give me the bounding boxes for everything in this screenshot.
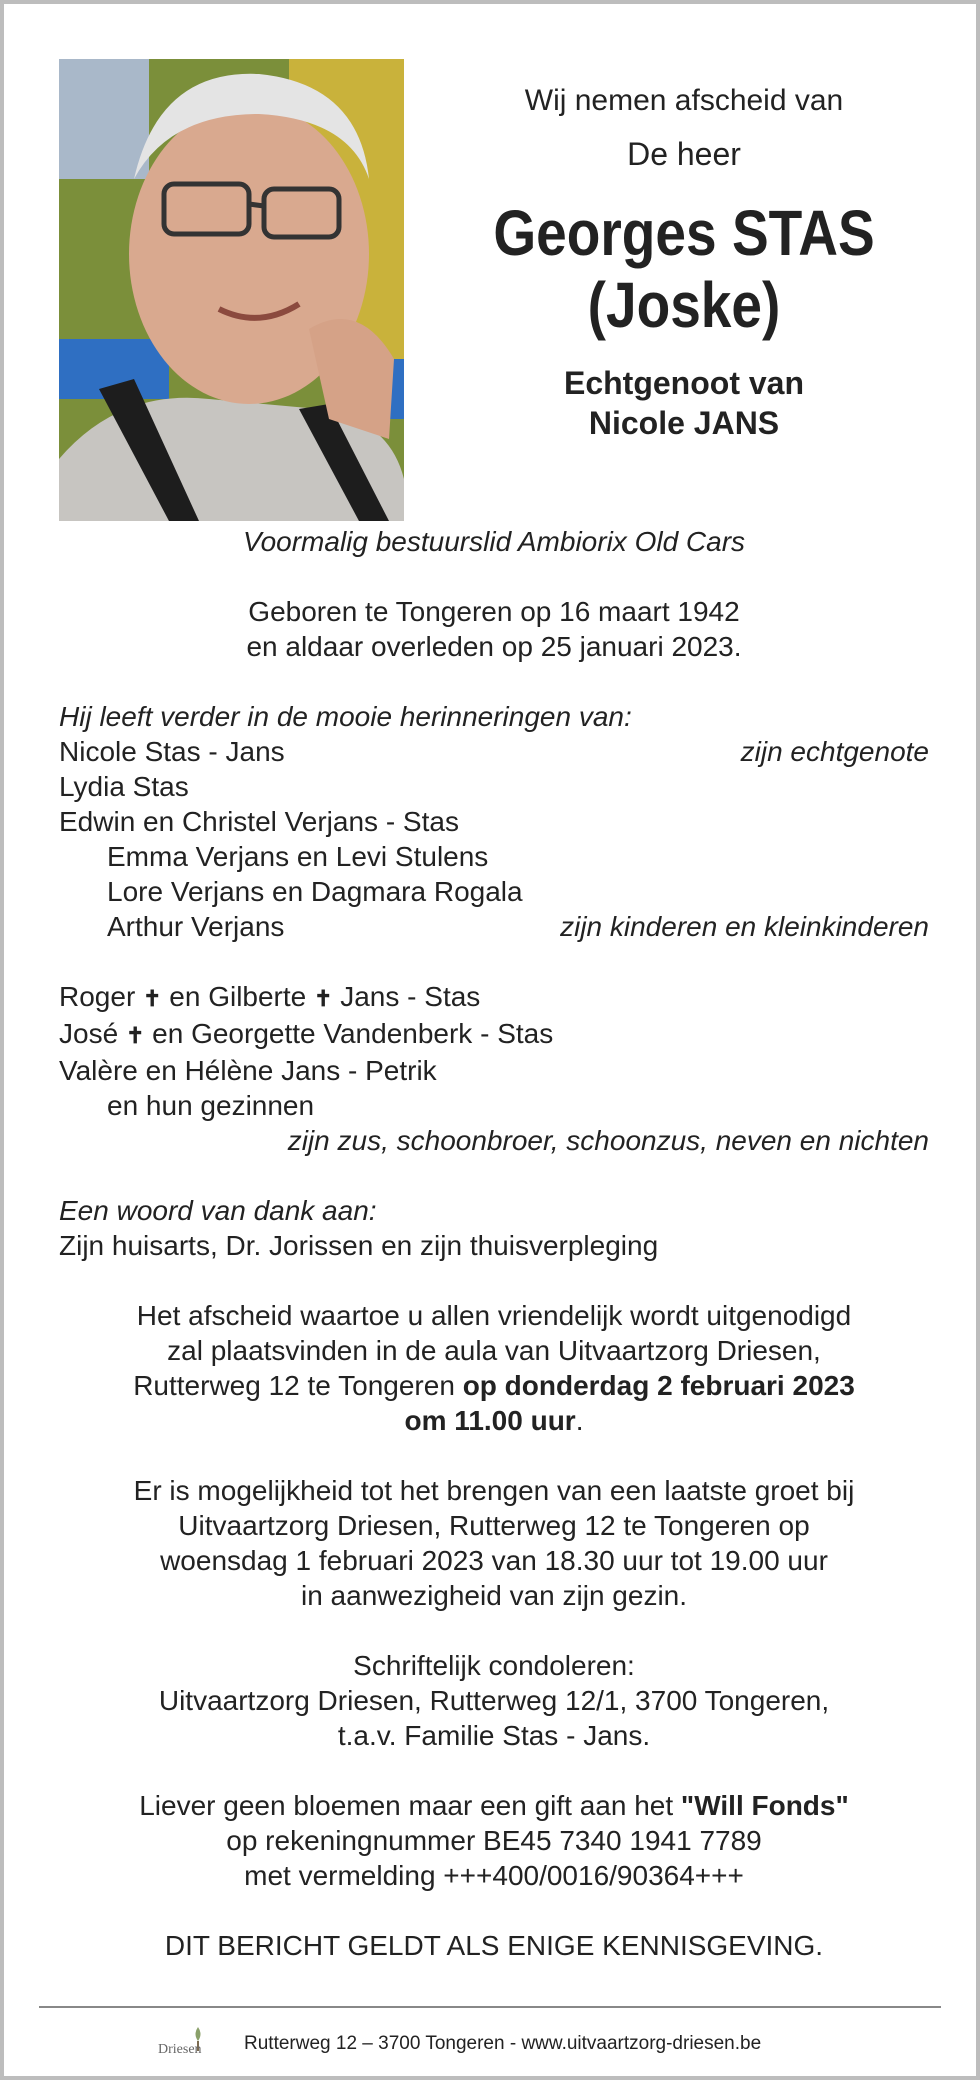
honorific: De heer: [627, 136, 741, 172]
death-line: en aldaar overleden op 25 januari 2023.: [246, 631, 742, 662]
portrait-photo: [59, 59, 404, 521]
cross-icon: ✝: [314, 986, 333, 1011]
thanks-text: Zijn huisarts, Dr. Jorissen en zijn thuisverpleging: [59, 1230, 659, 1261]
family-sibling: Roger ✝ en Gilberte ✝ Jans - Stas: [59, 981, 481, 1012]
family-sibling: Valère en Hélène Jans - Petrik: [59, 1055, 437, 1086]
nickname: (Joske): [587, 269, 781, 341]
family-heading: Hij leeft verder in de mooie herinneringen van:: [59, 701, 632, 732]
birth-death: [59, 594, 929, 664]
intro-text: Wij nemen afscheid van: [524, 84, 844, 117]
footer-address: Rutterweg 12 – 3700 Tongeren - www.uitvaartzorg-driesen.be: [244, 2033, 762, 2054]
footer-divider: [39, 2006, 941, 2008]
spouse-label: Echtgenoot van: [563, 365, 804, 401]
obituary-body: [59, 524, 929, 1963]
spouse-info: [424, 363, 944, 443]
family-grandchild: Arthur Verjans: [107, 911, 285, 942]
subtitle: Voormalig bestuurslid Ambiorix Old Cars: [242, 526, 746, 557]
family-sibling: José ✝ en Georgette Vandenberk - Stas: [59, 1018, 554, 1049]
siblings-role: zijn zus, schoonbroer, schoonzus, neven en nichten: [287, 1125, 929, 1156]
family-spouse-role: zijn echtgenote: [740, 736, 929, 767]
thanks-heading: Een woord van dank aan:: [59, 1195, 377, 1226]
name-line: Georges STAS: [493, 197, 875, 269]
deceased-name: [460, 197, 907, 341]
closing-notice: DIT BERICHT GELDT ALS ENIGE KENNISGEVING.: [164, 1930, 824, 1961]
fund-name: "Will Fonds": [680, 1790, 849, 1821]
children-role: zijn kinderen en kleinkinderen: [560, 911, 929, 942]
svg-text:Driesen: Driesen: [158, 2042, 202, 2057]
family-grandchild: Emma Verjans en Levi Stulens: [107, 841, 489, 872]
ceremony-date: op donderdag 2 februari 2023: [462, 1370, 855, 1401]
cross-icon: ✝: [143, 986, 162, 1011]
family-row-grandchild: [59, 909, 929, 944]
gift-info: Liever geen bloemen maar een gift aan het "Will Fonds" op rekeningnummer BE45 7340 1941 7789 met vermelding +++400/0016/90364+++: [59, 1788, 929, 1893]
birth-line: Geboren te Tongeren op 16 maart 1942: [248, 596, 740, 627]
driesen-logo: [154, 2023, 224, 2065]
ceremony-info: Het afscheid waartoe u allen vriendelijk wordt uitgenodigd zal plaatsvinden in de aula van Uitvaartzorg Driesen, Rutterweg 12 te Tongeren op donderdag 2 februari 2023 om 11.00 uur.: [133, 1300, 855, 1436]
ceremony-time: om 11.00 uur: [404, 1405, 576, 1436]
family-spouse-name: Nicole Stas - Jans: [59, 736, 285, 767]
payment-reference: met vermelding +++400/0016/90364+++: [244, 1860, 744, 1891]
family-grandchild: Lore Verjans en Dagmara Rogala: [107, 876, 523, 907]
cross-icon: ✝: [125, 1023, 145, 1048]
footer: [154, 2019, 834, 2069]
spouse-name: Nicole JANS: [588, 405, 780, 441]
family-row-spouse: [59, 734, 929, 769]
visitation-info: Er is mogelijkheid tot het brengen van een laatste groet bij Uitvaartzorg Driesen, Rutterweg 12 te Tongeren op woensdag 1 februari 2023 van 18.30 uur tot 19.00 uur in aanwezigheid van zijn gezin.: [133, 1475, 855, 1611]
condolence-info: Schriftelijk condoleren: Uitvaartzorg Driesen, Rutterweg 12/1, 3700 Tongeren, t.a.v. Familie Stas - Jans.: [158, 1650, 830, 1751]
family-child: Edwin en Christel Verjans - Stas: [59, 806, 459, 837]
family-sibling-families: en hun gezinnen: [107, 1090, 315, 1121]
family-child: Lydia Stas: [59, 771, 189, 802]
account-number: op rekeningnummer BE45 7340 1941 7789: [226, 1825, 762, 1856]
header: [424, 84, 944, 443]
